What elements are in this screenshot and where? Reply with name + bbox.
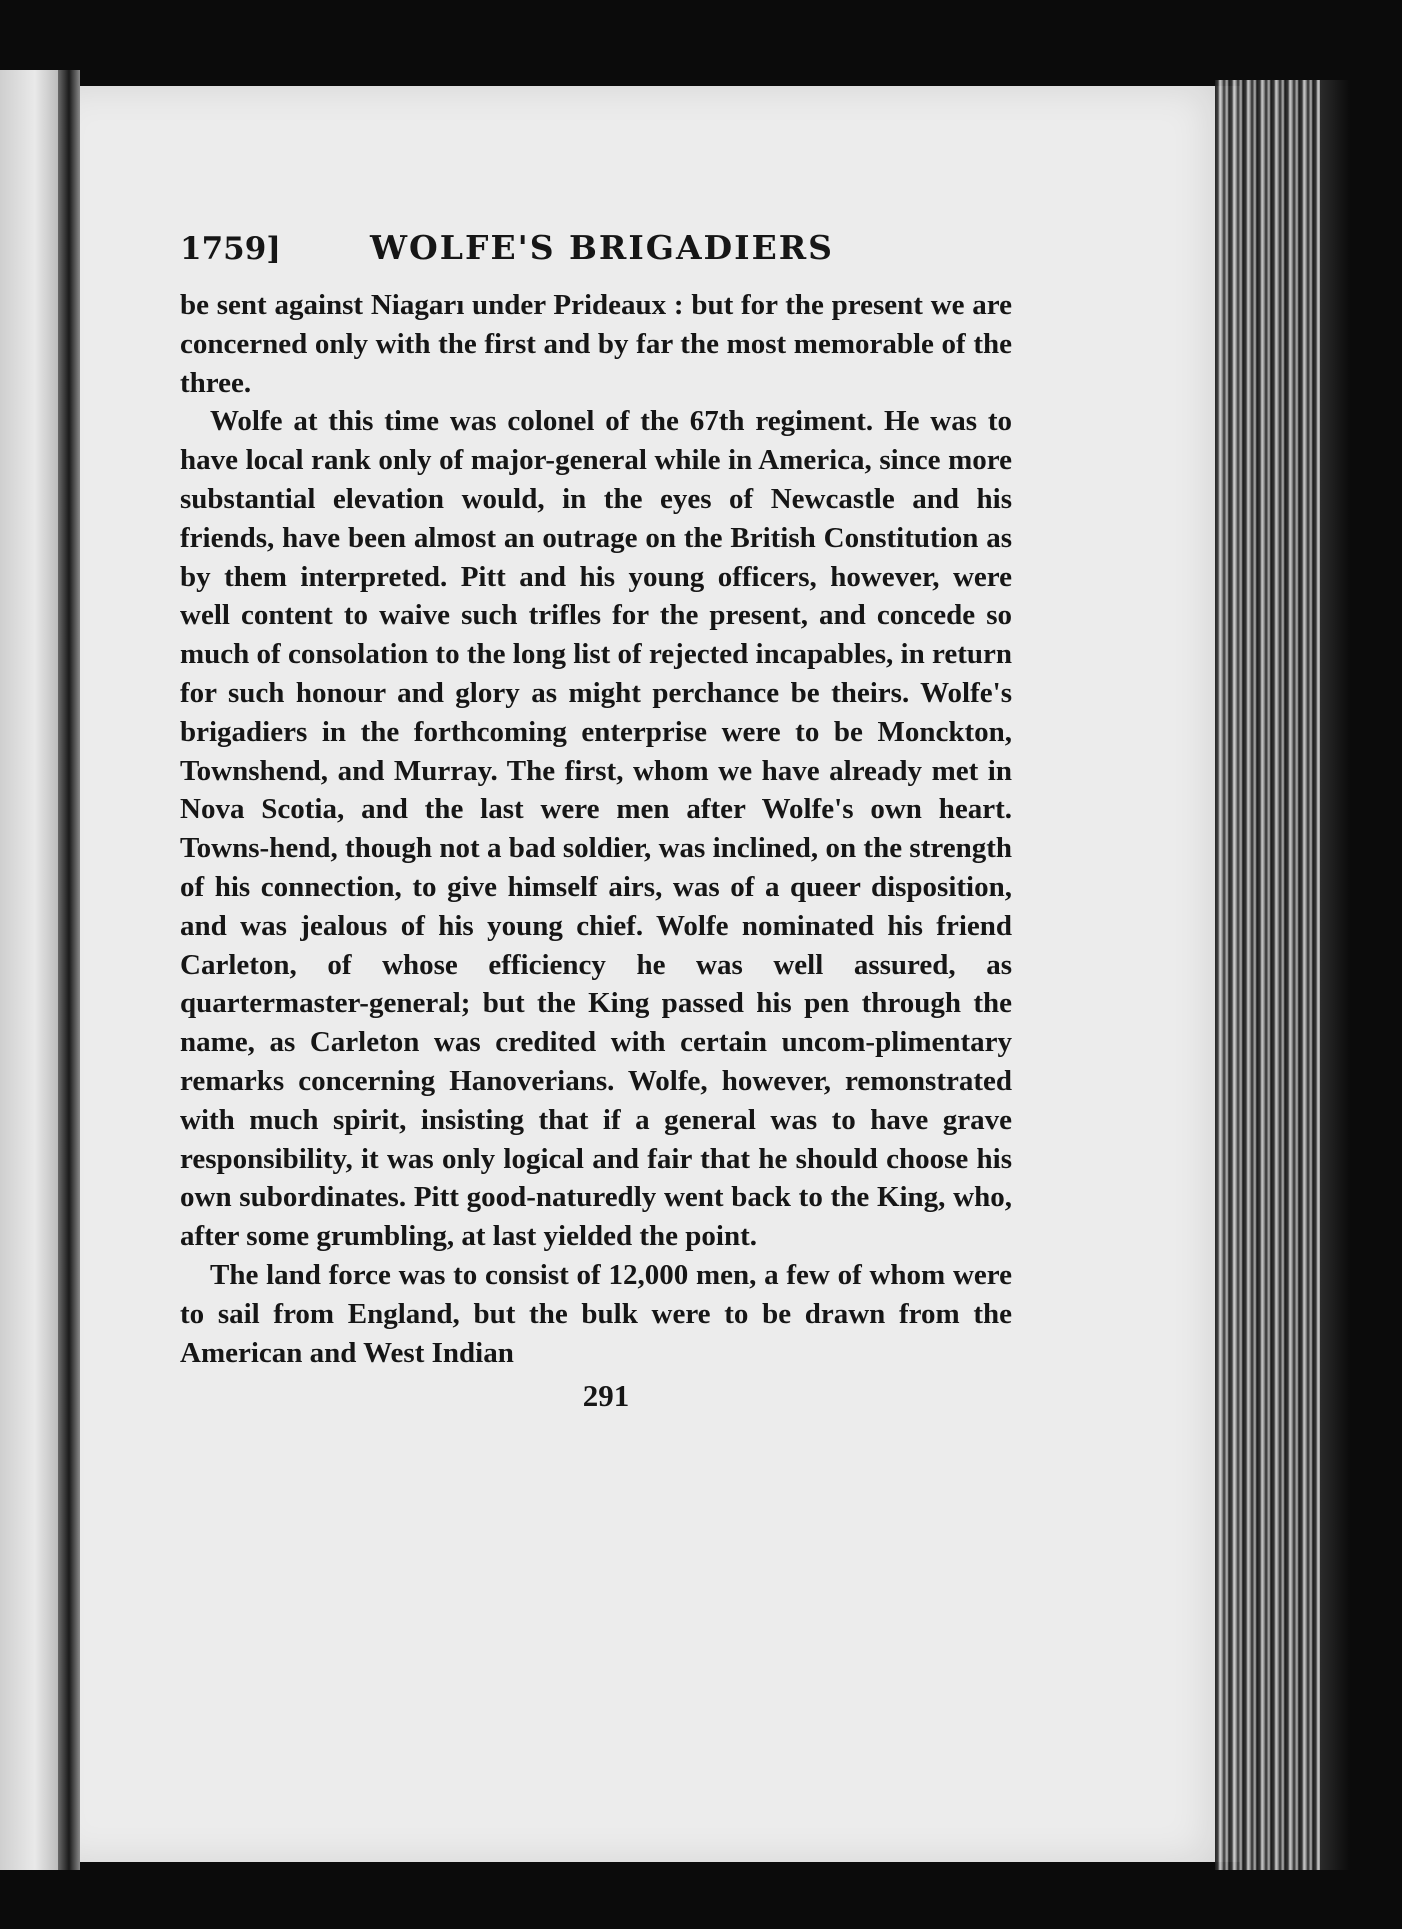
chapter-title: WOLFE'S BRIGADIERS <box>370 228 835 267</box>
page-stack-edge <box>1215 80 1333 1870</box>
book-cover-edge <box>1320 80 1350 1870</box>
paragraph-wolfe-rank: Wolfe at this time was colonel of the 67th regiment. He was to have local rank only of major-general while in America, since more substantial elevation would, in the eyes of Newcastle and his friends, have been almost an outrage on the British Constitution as by them interpreted. Pitt and his young officers, however, were well content to waive such trifles for the present, and concede so much of consolation to the long list of rejected incapables, in return for such honour and glory as might perchance be theirs. Wolfe's brigadiers in the forthcoming enterprise were to be Monckton, Townshend, and Murray. The first, whom we have already met in Nova Scotia, and the last were men after Wolfe's own heart. Towns-hend, though not a bad soldier, was inclined, on the strength of his connection, to give himself airs, was of a queer disposition, and was jealous of his young chief. Wolfe nominated his friend Carleton, of whose efficiency he was well assured, as quartermaster-general; but the King passed his pen through the name, as Carleton was credited with certain uncom-plimentary remarks concerning Hanoverians. Wolfe, however, remonstrated with much spirit, insisting that if a general was to have grave responsibility, it was only logical and fair that he should choose his own subordinates. Pitt good-naturedly went back to the King, who, after some grumbling, at last yielded the point. <box>180 405 1012 1253</box>
page-content <box>180 228 1012 1414</box>
book-gutter <box>58 70 80 1870</box>
page-number: 291 <box>582 1378 630 1414</box>
running-header <box>180 228 1012 286</box>
header-year: 1759] <box>180 231 281 267</box>
facing-page-edge <box>0 70 58 1870</box>
paragraph-land-force: The land force was to consist of 12,000 men, a few of whom were to sail from England, but the bulk were to be drawn from the American and West Indian <box>180 1258 1012 1369</box>
paragraph-continuation: be sent against Niagarı under Prideaux : but for the present we are concerned only with the first and by far the most memorable of the three. <box>180 289 1012 399</box>
